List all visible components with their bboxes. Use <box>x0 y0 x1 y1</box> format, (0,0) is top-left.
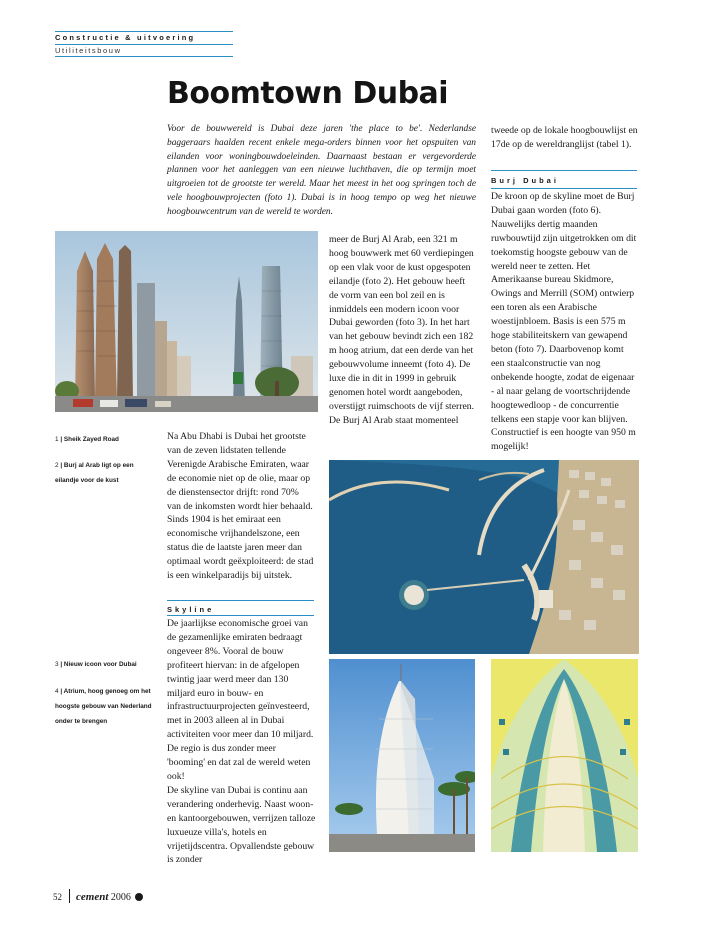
photo-burj-al-arab-icon <box>329 659 475 852</box>
caption-number: 1 <box>55 436 59 443</box>
burj-heading-rule-bottom <box>491 188 637 189</box>
photo-sheik-zayed-road <box>55 231 318 412</box>
right-column-top-text: tweede op de lokale hoogbouwlijst en 17de op de wereldranglijst (tabel 1). <box>491 125 638 150</box>
burj-dubai-heading: Burj Dubai <box>491 176 559 185</box>
skyline-paragraph-1: De jaarlijkse economische groei van de gezamenlijke emiraten bedraagt ongeveer 8%. Vooral de bouw profiteert hiervan: in de afgelopen twintig jaar werd meer dan 130 miljard euro in bouw- en infrastructuurprojecten geïnvesteerd, met in 2003 alleen al in Dubai activiteiten voor meer dan 10 miljard. De regio is dus zonder meer 'booming' en dat zal de wereld weten ook! <box>167 618 314 782</box>
middle-column-text <box>329 233 476 428</box>
section-kicker: Constructie & uitvoering <box>55 33 196 42</box>
burj-dubai-text: De kroon op de skyline moet de Burj Dubai gaan worden (foto 6). Nauwelijks dertig maanden ruwbouwtijd zijn uitgetrokken om dit toekomstig hoogste gebouw van de wereld neer te zetten. Het Amerikaanse bureau Skidmore, Owings and Merrill (SOM) ontwierp een toren als een Arabische woestijnbloem. Basis is een 575 m hoge stabiliteitskern van gewapend beton (foto 7). Daarbovenop komt een staalconstructie van nog onbekende hoogte, zodat de eigenaar - al naar gelang de voortschrijdende hoogtewedloop - de concurrentie telkens een stapje voor kan blijven. Constructief is een hoogte van 950 m mogelijk! <box>491 191 637 453</box>
article-intro: Voor de bouwwereld is Dubai deze jaren 'the place to be'. Nederlandse baggeraars haalden recent enkele mega-orders binnen voor het opspuiten van eilanden voor woningbouwdoeleinden. Daarnaast bestaan er vergevorderde plannen voor het aanleggen van een nieuwe luchthaven, die op termijn moet uitgroeien tot de grootste ter wereld. Maar het meest in het oog springen toch de vele hoogbouwprojecten (foto 1). Dubai is in hoog tempo op weg het nieuwe hoogbouwcentrum van de wereld te worden. <box>167 124 476 217</box>
skyline-text <box>167 617 316 867</box>
photo-atrium <box>491 659 638 852</box>
caption-2: 2 | Burj al Arab ligt op een eilandje voor de kust <box>55 462 134 484</box>
caption-number: 2 <box>55 462 59 469</box>
photo-burj-al-arab-aerial <box>329 460 639 654</box>
skyline-paragraph-2: De skyline van Dubai is continu aan verandering onderhevig. Naast woon- en kantoorgebouwen, verrijzen talloze luxueuze villa's, hotels en vrijetijdscentra. Opvallendste gebouw is zonder <box>167 784 316 866</box>
caption-text: Burj al Arab ligt op een eilandje voor de kust <box>55 462 134 484</box>
header-rule-middle <box>55 44 233 45</box>
magazine-name: cement <box>76 891 109 903</box>
caption-text: Nieuw icoon voor Dubai <box>63 661 137 668</box>
article-title: Boomtown Dubai <box>167 76 449 111</box>
caption-text: Sheik Zayed Road <box>63 436 119 443</box>
skyline-heading-rule-bottom <box>167 615 314 616</box>
magazine-year: 2006 <box>110 892 131 903</box>
page-footer <box>53 889 143 903</box>
middle-paragraph-1: meer de Burj Al Arab, een 321 m hoog bouwwerk met 60 verdiepingen op een vlak voor de kust opgespoten eilandje (foto 2). Het gebouw heeft de vorm van een bol zeil en is inmiddels een modern icoon voor Dubai geworden (foto 3). In het hart van het gebouw bevindt zich een 182 m hoog atrium, dat een derde van het gebouwvolume inneemt (foto 4). De luxe die in dit in 1999 in gebruik genomen hotel wordt aangeboden, overstijgt ruimschoots de vijf sterren. <box>329 234 475 412</box>
left-column-text: Na Abu Dhabi is Dubai het grootste van de zeven lidstaten tellende Verenigde Arabische Emiraten, waar de economie niet op de olie, maar op de dienstensector drijft: rond 70% van de inkomsten wordt hier behaald. Sinds 1904 is het emiraat een economische vrijhandelszone, een status die de laatste jaren meer dan optimaal wordt geëxploiteerd: de stad is een winkelparadijs bij uitstek. <box>167 431 314 582</box>
caption-number: 3 <box>55 661 59 668</box>
section-subtitle: Utiliteitsbouw <box>55 46 122 55</box>
middle-paragraph-2: De Burj Al Arab staat momenteel <box>329 414 459 426</box>
skyline-heading: Skyline <box>167 605 215 614</box>
atrium-image <box>491 659 638 852</box>
caption-4: 4 | Atrium, hoog genoeg om het hoogste gebouw van Nederland onder te brengen <box>55 688 152 725</box>
caption-text: Atrium, hoog genoeg om het hoogste gebouw van Nederland onder te brengen <box>55 688 152 725</box>
caption-3: 3 | Nieuw icoon voor Dubai <box>55 661 137 668</box>
header-rule-bottom <box>55 56 233 57</box>
header-rule-top <box>55 31 233 32</box>
crosshair-icon <box>135 893 143 901</box>
skyline-image <box>55 231 318 412</box>
page-number: 52 <box>53 892 62 902</box>
aerial-image <box>329 460 639 654</box>
caption-1: 1 | Sheik Zayed Road <box>55 436 119 443</box>
footer-divider <box>69 889 70 903</box>
skyline-heading-rule-top <box>167 600 314 601</box>
caption-number: 4 <box>55 688 59 695</box>
burj-heading-rule-top <box>491 170 637 171</box>
sail-building-image <box>329 659 475 852</box>
